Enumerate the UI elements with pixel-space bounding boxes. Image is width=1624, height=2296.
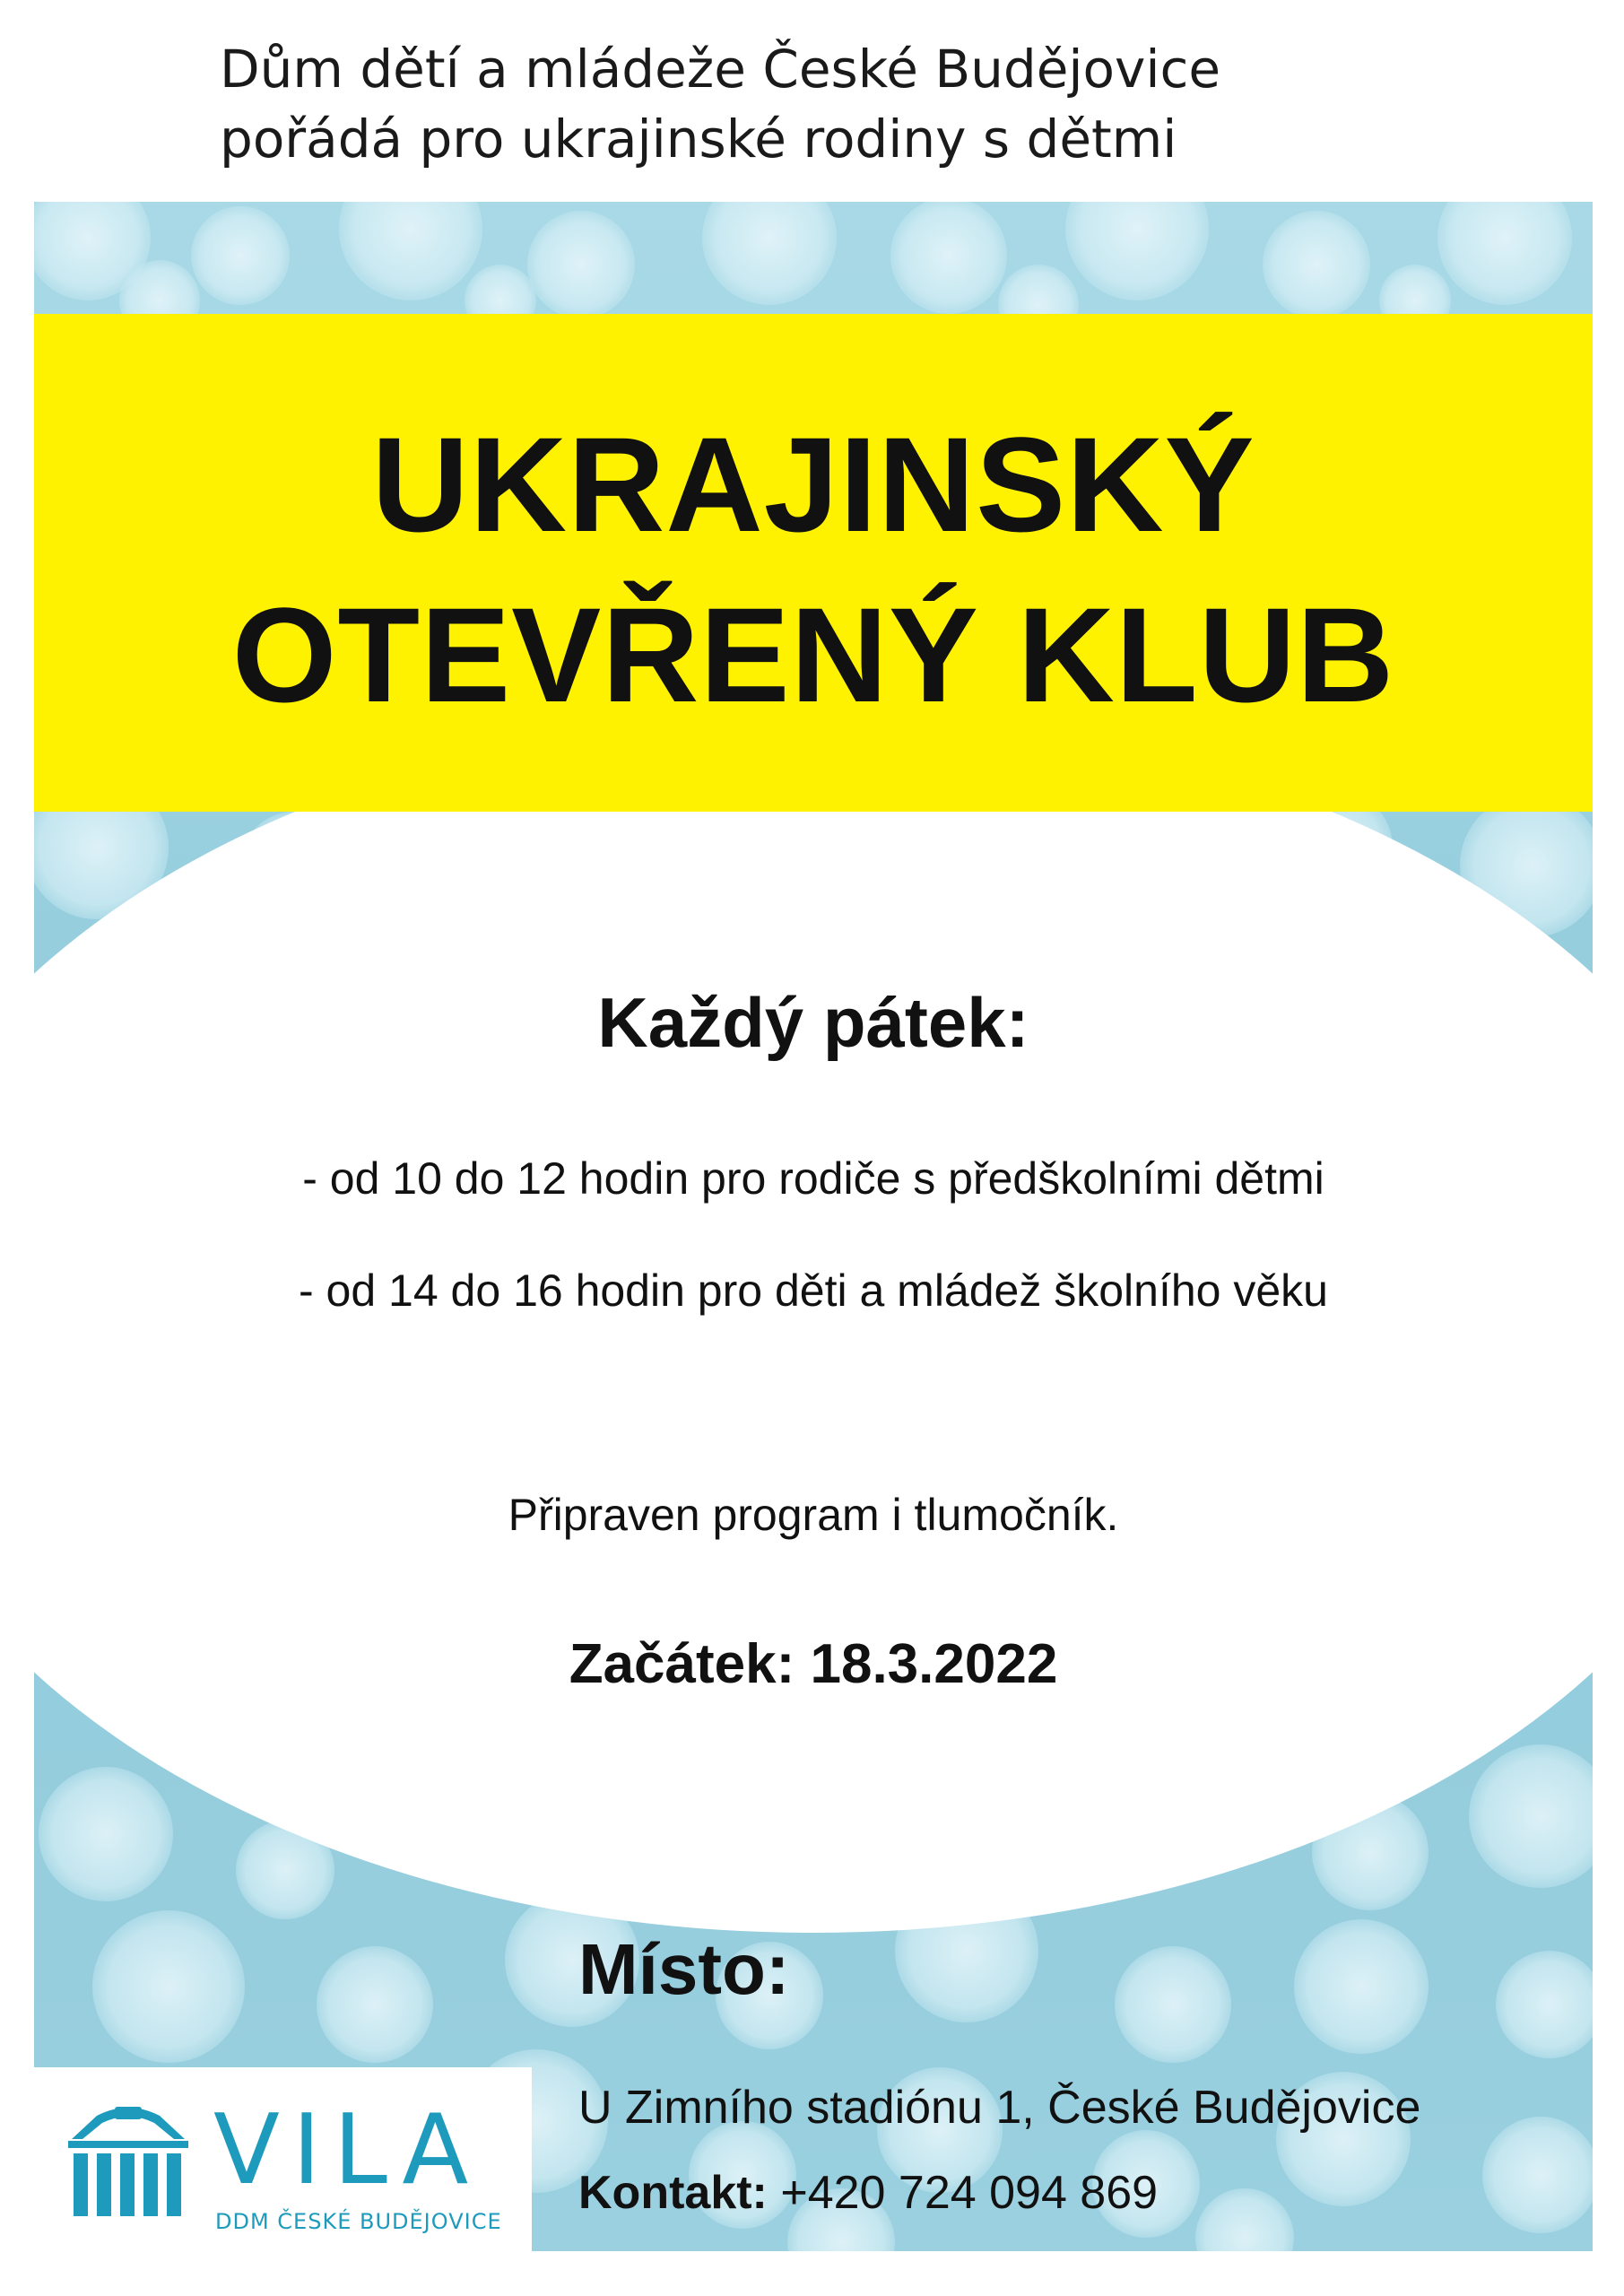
contact [578, 2166, 1158, 2220]
vila-logo [34, 2067, 532, 2251]
program-note: Připraven program i tlumočník. [508, 1490, 1119, 1540]
title-banner [34, 314, 1593, 812]
logo-wordmark: VILA [213, 2094, 482, 2206]
start-date: Začátek: 18.3.2022 [569, 1633, 1058, 1695]
schedule-item: - od 10 do 12 hodin pro rodiče s předškolními dětmi [302, 1153, 1324, 1204]
audience-line: pořádá pro ukrajinské rodiny s dětmi [220, 109, 1177, 170]
organizer-line: Dům dětí a mládeže České Budějovice [220, 39, 1221, 100]
contact-phone: +420 724 094 869 [767, 2167, 1159, 2219]
title-line-1: UKRAJINSKÝ [371, 409, 1255, 560]
schedule-item: - od 14 do 16 hodin pro děti a mládež školního věku [299, 1265, 1328, 1316]
title-line-2: OTEVŘENÝ KLUB [231, 579, 1395, 730]
organizer-header [220, 34, 1475, 174]
address: U Zimního stadiónu 1, České Budějovice [578, 2082, 1421, 2134]
place-heading: Místo: [578, 1929, 790, 2009]
logo-subtitle: DDM ČESKÉ BUDĚJOVICE [215, 2209, 502, 2234]
contact-label: Kontakt: [578, 2167, 768, 2219]
building-icon [61, 2103, 195, 2220]
schedule-heading: Každý pátek: [597, 983, 1029, 1062]
